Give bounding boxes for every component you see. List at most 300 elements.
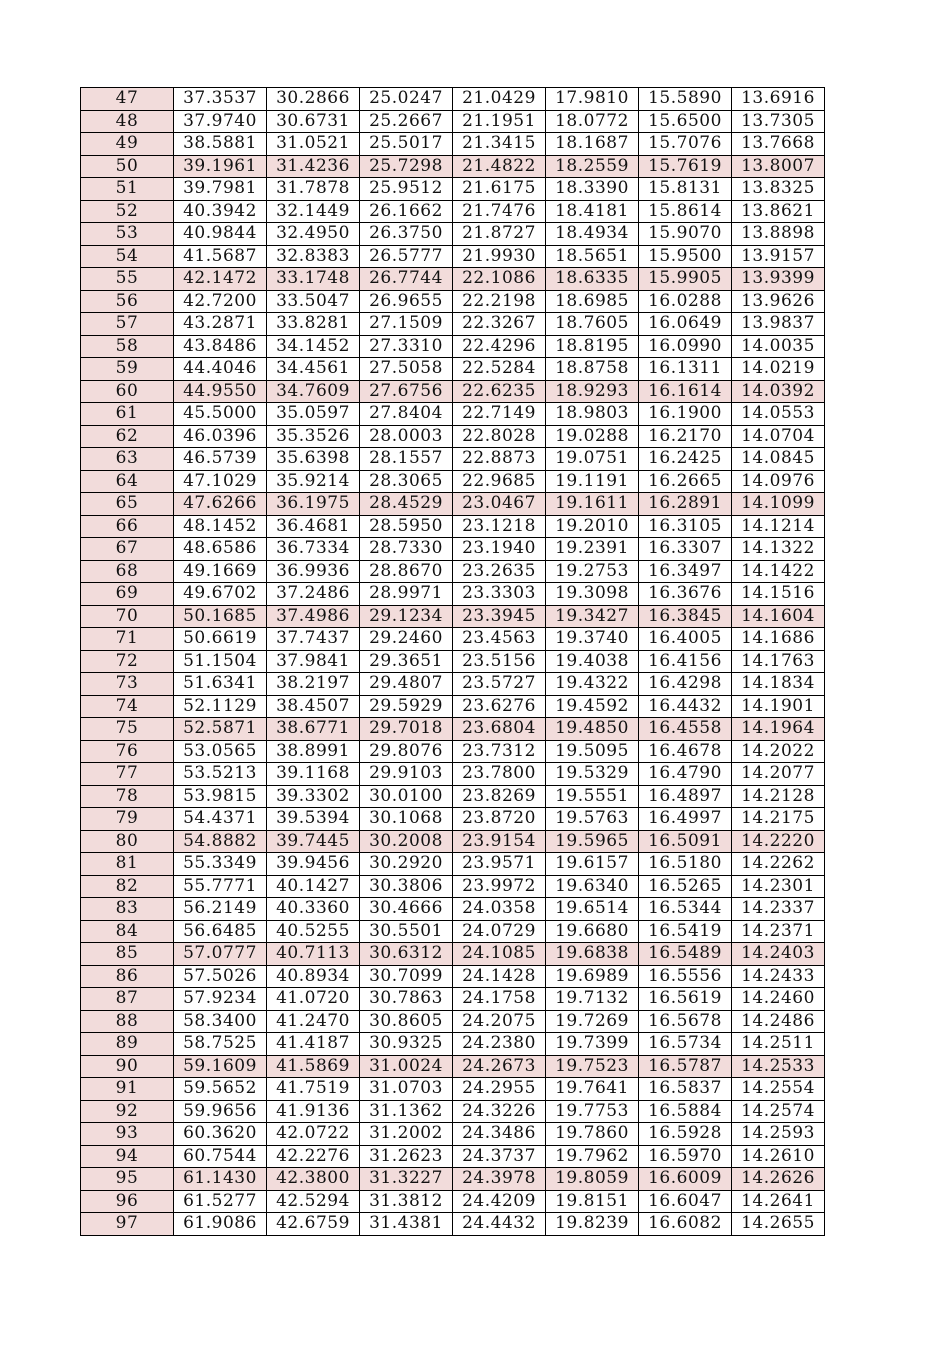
row-index-cell: 94 <box>81 1145 174 1168</box>
table-row <box>81 808 825 831</box>
value-cell: 41.4187 <box>267 1033 360 1056</box>
value-cell: 42.5294 <box>267 1190 360 1213</box>
data-table <box>80 87 825 1236</box>
table-row <box>81 358 825 381</box>
value-cell: 34.1452 <box>267 335 360 358</box>
value-cell: 19.1611 <box>546 493 639 516</box>
value-cell: 16.4678 <box>639 740 732 763</box>
row-index-cell: 85 <box>81 943 174 966</box>
value-cell: 50.6619 <box>174 628 267 651</box>
value-cell: 14.2593 <box>732 1123 825 1146</box>
value-cell: 55.3349 <box>174 853 267 876</box>
value-cell: 48.1452 <box>174 515 267 538</box>
value-cell: 19.4850 <box>546 718 639 741</box>
value-cell: 29.7018 <box>360 718 453 741</box>
value-cell: 22.2198 <box>453 290 546 313</box>
table-row <box>81 988 825 1011</box>
value-cell: 23.3945 <box>453 605 546 628</box>
value-cell: 16.4897 <box>639 785 732 808</box>
value-cell: 13.8325 <box>732 178 825 201</box>
value-cell: 59.5652 <box>174 1078 267 1101</box>
value-cell: 59.9656 <box>174 1100 267 1123</box>
value-cell: 14.2574 <box>732 1100 825 1123</box>
value-cell: 53.0565 <box>174 740 267 763</box>
value-cell: 15.9500 <box>639 245 732 268</box>
value-cell: 44.9550 <box>174 380 267 403</box>
value-cell: 61.9086 <box>174 1213 267 1236</box>
value-cell: 39.1168 <box>267 763 360 786</box>
value-cell: 18.8195 <box>546 335 639 358</box>
value-cell: 16.4005 <box>639 628 732 651</box>
value-cell: 19.2391 <box>546 538 639 561</box>
row-index-cell: 73 <box>81 673 174 696</box>
value-cell: 14.2533 <box>732 1055 825 1078</box>
value-cell: 28.1557 <box>360 448 453 471</box>
row-index-cell: 70 <box>81 605 174 628</box>
value-cell: 16.5619 <box>639 988 732 1011</box>
table-row <box>81 583 825 606</box>
row-index-cell: 97 <box>81 1213 174 1236</box>
value-cell: 15.9905 <box>639 268 732 291</box>
value-cell: 19.8151 <box>546 1190 639 1213</box>
value-cell: 18.8758 <box>546 358 639 381</box>
value-cell: 16.4558 <box>639 718 732 741</box>
value-cell: 14.0392 <box>732 380 825 403</box>
value-cell: 14.1901 <box>732 695 825 718</box>
value-cell: 33.8281 <box>267 313 360 336</box>
value-cell: 14.2641 <box>732 1190 825 1213</box>
value-cell: 16.5419 <box>639 920 732 943</box>
value-cell: 39.7445 <box>267 830 360 853</box>
row-index-cell: 79 <box>81 808 174 831</box>
value-cell: 39.1961 <box>174 155 267 178</box>
value-cell: 33.5047 <box>267 290 360 313</box>
value-cell: 29.8076 <box>360 740 453 763</box>
value-cell: 19.6514 <box>546 898 639 921</box>
value-cell: 19.4322 <box>546 673 639 696</box>
value-cell: 40.7113 <box>267 943 360 966</box>
value-cell: 28.4529 <box>360 493 453 516</box>
value-cell: 30.0100 <box>360 785 453 808</box>
value-cell: 14.2262 <box>732 853 825 876</box>
value-cell: 13.9399 <box>732 268 825 291</box>
value-cell: 23.9571 <box>453 853 546 876</box>
value-cell: 19.2010 <box>546 515 639 538</box>
value-cell: 14.1604 <box>732 605 825 628</box>
table-row <box>81 1213 825 1236</box>
row-index-cell: 77 <box>81 763 174 786</box>
value-cell: 42.1472 <box>174 268 267 291</box>
value-cell: 18.9803 <box>546 403 639 426</box>
value-cell: 41.5869 <box>267 1055 360 1078</box>
value-cell: 16.2891 <box>639 493 732 516</box>
value-cell: 32.1449 <box>267 200 360 223</box>
row-index-cell: 65 <box>81 493 174 516</box>
value-cell: 37.7437 <box>267 628 360 651</box>
value-cell: 28.5950 <box>360 515 453 538</box>
table-row <box>81 380 825 403</box>
value-cell: 21.0429 <box>453 88 546 111</box>
table-row <box>81 605 825 628</box>
table-row <box>81 133 825 156</box>
value-cell: 26.7744 <box>360 268 453 291</box>
value-cell: 24.2075 <box>453 1010 546 1033</box>
row-index-cell: 68 <box>81 560 174 583</box>
value-cell: 46.5739 <box>174 448 267 471</box>
value-cell: 16.5884 <box>639 1100 732 1123</box>
row-index-cell: 66 <box>81 515 174 538</box>
row-index-cell: 50 <box>81 155 174 178</box>
value-cell: 21.1951 <box>453 110 546 133</box>
value-cell: 25.7298 <box>360 155 453 178</box>
value-cell: 61.5277 <box>174 1190 267 1213</box>
value-cell: 16.4432 <box>639 695 732 718</box>
value-cell: 27.1509 <box>360 313 453 336</box>
value-cell: 29.3651 <box>360 650 453 673</box>
value-cell: 16.4790 <box>639 763 732 786</box>
value-cell: 13.8007 <box>732 155 825 178</box>
table-row <box>81 178 825 201</box>
row-index-cell: 71 <box>81 628 174 651</box>
value-cell: 16.5970 <box>639 1145 732 1168</box>
value-cell: 33.1748 <box>267 268 360 291</box>
value-cell: 47.6266 <box>174 493 267 516</box>
table-row <box>81 830 825 853</box>
value-cell: 28.9971 <box>360 583 453 606</box>
value-cell: 60.7544 <box>174 1145 267 1168</box>
value-cell: 13.8898 <box>732 223 825 246</box>
value-cell: 31.3812 <box>360 1190 453 1213</box>
value-cell: 16.4997 <box>639 808 732 831</box>
value-cell: 30.5501 <box>360 920 453 943</box>
value-cell: 18.9293 <box>546 380 639 403</box>
value-cell: 19.4038 <box>546 650 639 673</box>
table-row <box>81 785 825 808</box>
value-cell: 19.4592 <box>546 695 639 718</box>
value-cell: 54.4371 <box>174 808 267 831</box>
value-cell: 14.0976 <box>732 470 825 493</box>
value-cell: 16.2425 <box>639 448 732 471</box>
value-cell: 16.3845 <box>639 605 732 628</box>
row-index-cell: 62 <box>81 425 174 448</box>
table-row <box>81 1190 825 1213</box>
value-cell: 23.6276 <box>453 695 546 718</box>
value-cell: 14.2337 <box>732 898 825 921</box>
row-index-cell: 67 <box>81 538 174 561</box>
value-cell: 22.1086 <box>453 268 546 291</box>
row-index-cell: 72 <box>81 650 174 673</box>
value-cell: 18.6335 <box>546 268 639 291</box>
value-cell: 14.1964 <box>732 718 825 741</box>
value-cell: 24.2673 <box>453 1055 546 1078</box>
value-cell: 30.7099 <box>360 965 453 988</box>
value-cell: 19.5551 <box>546 785 639 808</box>
row-index-cell: 49 <box>81 133 174 156</box>
value-cell: 14.2486 <box>732 1010 825 1033</box>
row-index-cell: 96 <box>81 1190 174 1213</box>
value-cell: 30.8605 <box>360 1010 453 1033</box>
value-cell: 19.7641 <box>546 1078 639 1101</box>
value-cell: 19.5095 <box>546 740 639 763</box>
value-cell: 19.7962 <box>546 1145 639 1168</box>
row-index-cell: 51 <box>81 178 174 201</box>
row-index-cell: 83 <box>81 898 174 921</box>
table-row <box>81 1145 825 1168</box>
value-cell: 16.5489 <box>639 943 732 966</box>
value-cell: 16.5091 <box>639 830 732 853</box>
value-cell: 14.2554 <box>732 1078 825 1101</box>
row-index-cell: 56 <box>81 290 174 313</box>
value-cell: 39.9456 <box>267 853 360 876</box>
table-row <box>81 853 825 876</box>
value-cell: 44.4046 <box>174 358 267 381</box>
value-cell: 23.9972 <box>453 875 546 898</box>
table-row <box>81 268 825 291</box>
value-cell: 14.2220 <box>732 830 825 853</box>
value-cell: 21.7476 <box>453 200 546 223</box>
value-cell: 21.8727 <box>453 223 546 246</box>
table-row <box>81 470 825 493</box>
value-cell: 13.8621 <box>732 200 825 223</box>
value-cell: 25.5017 <box>360 133 453 156</box>
value-cell: 22.8873 <box>453 448 546 471</box>
row-index-cell: 88 <box>81 1010 174 1033</box>
value-cell: 19.3098 <box>546 583 639 606</box>
value-cell: 18.1687 <box>546 133 639 156</box>
value-cell: 16.5265 <box>639 875 732 898</box>
value-cell: 53.9815 <box>174 785 267 808</box>
value-cell: 16.6047 <box>639 1190 732 1213</box>
value-cell: 31.0521 <box>267 133 360 156</box>
value-cell: 30.2008 <box>360 830 453 853</box>
value-cell: 14.1099 <box>732 493 825 516</box>
value-cell: 16.5928 <box>639 1123 732 1146</box>
value-cell: 41.9136 <box>267 1100 360 1123</box>
table-row <box>81 695 825 718</box>
value-cell: 58.7525 <box>174 1033 267 1056</box>
table-row <box>81 313 825 336</box>
table-row <box>81 538 825 561</box>
value-cell: 51.6341 <box>174 673 267 696</box>
value-cell: 14.1214 <box>732 515 825 538</box>
value-cell: 39.5394 <box>267 808 360 831</box>
value-cell: 58.3400 <box>174 1010 267 1033</box>
value-cell: 24.0729 <box>453 920 546 943</box>
value-cell: 18.2559 <box>546 155 639 178</box>
row-index-cell: 95 <box>81 1168 174 1191</box>
value-cell: 28.0003 <box>360 425 453 448</box>
value-cell: 24.2955 <box>453 1078 546 1101</box>
table-body <box>81 88 825 1236</box>
value-cell: 30.2866 <box>267 88 360 111</box>
row-index-cell: 89 <box>81 1033 174 1056</box>
value-cell: 19.6680 <box>546 920 639 943</box>
value-cell: 16.4156 <box>639 650 732 673</box>
value-cell: 21.9930 <box>453 245 546 268</box>
row-index-cell: 78 <box>81 785 174 808</box>
row-index-cell: 57 <box>81 313 174 336</box>
value-cell: 13.7668 <box>732 133 825 156</box>
value-cell: 18.7605 <box>546 313 639 336</box>
value-cell: 19.7399 <box>546 1033 639 1056</box>
value-cell: 36.7334 <box>267 538 360 561</box>
value-cell: 31.1362 <box>360 1100 453 1123</box>
value-cell: 48.6586 <box>174 538 267 561</box>
table-row <box>81 965 825 988</box>
row-index-cell: 60 <box>81 380 174 403</box>
value-cell: 16.2665 <box>639 470 732 493</box>
value-cell: 14.2128 <box>732 785 825 808</box>
value-cell: 23.1940 <box>453 538 546 561</box>
value-cell: 41.7519 <box>267 1078 360 1101</box>
value-cell: 24.3486 <box>453 1123 546 1146</box>
table-row <box>81 650 825 673</box>
value-cell: 16.5180 <box>639 853 732 876</box>
value-cell: 19.7132 <box>546 988 639 1011</box>
value-cell: 56.6485 <box>174 920 267 943</box>
value-cell: 42.6759 <box>267 1213 360 1236</box>
value-cell: 29.4807 <box>360 673 453 696</box>
value-cell: 14.2022 <box>732 740 825 763</box>
value-cell: 27.8404 <box>360 403 453 426</box>
value-cell: 59.1609 <box>174 1055 267 1078</box>
table-row <box>81 290 825 313</box>
value-cell: 19.8239 <box>546 1213 639 1236</box>
value-cell: 52.1129 <box>174 695 267 718</box>
value-cell: 32.8383 <box>267 245 360 268</box>
value-cell: 24.3226 <box>453 1100 546 1123</box>
value-cell: 16.6009 <box>639 1168 732 1191</box>
value-cell: 16.5344 <box>639 898 732 921</box>
value-cell: 38.2197 <box>267 673 360 696</box>
table-row <box>81 88 825 111</box>
value-cell: 15.6500 <box>639 110 732 133</box>
value-cell: 13.9837 <box>732 313 825 336</box>
value-cell: 14.0845 <box>732 448 825 471</box>
value-cell: 54.8882 <box>174 830 267 853</box>
row-index-cell: 93 <box>81 1123 174 1146</box>
value-cell: 26.9655 <box>360 290 453 313</box>
value-cell: 14.1422 <box>732 560 825 583</box>
value-cell: 23.4563 <box>453 628 546 651</box>
value-cell: 31.3227 <box>360 1168 453 1191</box>
value-cell: 40.1427 <box>267 875 360 898</box>
value-cell: 23.7312 <box>453 740 546 763</box>
value-cell: 41.2470 <box>267 1010 360 1033</box>
table-row <box>81 1100 825 1123</box>
value-cell: 57.0777 <box>174 943 267 966</box>
row-index-cell: 63 <box>81 448 174 471</box>
value-cell: 24.4209 <box>453 1190 546 1213</box>
value-cell: 16.5837 <box>639 1078 732 1101</box>
table-row <box>81 673 825 696</box>
value-cell: 37.4986 <box>267 605 360 628</box>
value-cell: 19.0288 <box>546 425 639 448</box>
value-cell: 40.8934 <box>267 965 360 988</box>
value-cell: 31.4381 <box>360 1213 453 1236</box>
row-index-cell: 47 <box>81 88 174 111</box>
value-cell: 34.4561 <box>267 358 360 381</box>
value-cell: 15.8614 <box>639 200 732 223</box>
row-index-cell: 87 <box>81 988 174 1011</box>
row-index-cell: 90 <box>81 1055 174 1078</box>
table-row <box>81 155 825 178</box>
value-cell: 60.3620 <box>174 1123 267 1146</box>
value-cell: 14.1763 <box>732 650 825 673</box>
value-cell: 26.1662 <box>360 200 453 223</box>
value-cell: 28.7330 <box>360 538 453 561</box>
value-cell: 13.6916 <box>732 88 825 111</box>
value-cell: 14.0553 <box>732 403 825 426</box>
value-cell: 35.9214 <box>267 470 360 493</box>
value-cell: 19.6989 <box>546 965 639 988</box>
value-cell: 18.0772 <box>546 110 639 133</box>
value-cell: 30.1068 <box>360 808 453 831</box>
value-cell: 19.1191 <box>546 470 639 493</box>
value-cell: 18.3390 <box>546 178 639 201</box>
value-cell: 22.7149 <box>453 403 546 426</box>
value-cell: 36.1975 <box>267 493 360 516</box>
row-index-cell: 75 <box>81 718 174 741</box>
table-row <box>81 1078 825 1101</box>
value-cell: 18.5651 <box>546 245 639 268</box>
value-cell: 19.6157 <box>546 853 639 876</box>
value-cell: 22.5284 <box>453 358 546 381</box>
table-row <box>81 1055 825 1078</box>
value-cell: 15.7076 <box>639 133 732 156</box>
row-index-cell: 58 <box>81 335 174 358</box>
value-cell: 30.2920 <box>360 853 453 876</box>
value-cell: 27.6756 <box>360 380 453 403</box>
value-cell: 16.0990 <box>639 335 732 358</box>
value-cell: 15.9070 <box>639 223 732 246</box>
value-cell: 16.5734 <box>639 1033 732 1056</box>
value-cell: 26.3750 <box>360 223 453 246</box>
value-cell: 27.5058 <box>360 358 453 381</box>
value-cell: 14.2610 <box>732 1145 825 1168</box>
value-cell: 31.4236 <box>267 155 360 178</box>
value-cell: 14.0704 <box>732 425 825 448</box>
value-cell: 30.6312 <box>360 943 453 966</box>
value-cell: 14.2655 <box>732 1213 825 1236</box>
value-cell: 30.9325 <box>360 1033 453 1056</box>
value-cell: 19.3427 <box>546 605 639 628</box>
value-cell: 14.2433 <box>732 965 825 988</box>
table-row <box>81 200 825 223</box>
table-row <box>81 763 825 786</box>
value-cell: 27.3310 <box>360 335 453 358</box>
value-cell: 19.3740 <box>546 628 639 651</box>
value-cell: 36.4681 <box>267 515 360 538</box>
value-cell: 13.9626 <box>732 290 825 313</box>
table-row <box>81 223 825 246</box>
value-cell: 31.0024 <box>360 1055 453 1078</box>
value-cell: 24.1085 <box>453 943 546 966</box>
value-cell: 35.0597 <box>267 403 360 426</box>
table-row <box>81 718 825 741</box>
value-cell: 19.7753 <box>546 1100 639 1123</box>
value-cell: 40.5255 <box>267 920 360 943</box>
value-cell: 38.4507 <box>267 695 360 718</box>
value-cell: 42.2276 <box>267 1145 360 1168</box>
value-cell: 19.6340 <box>546 875 639 898</box>
value-cell: 40.3360 <box>267 898 360 921</box>
row-index-cell: 53 <box>81 223 174 246</box>
value-cell: 22.3267 <box>453 313 546 336</box>
table-row <box>81 515 825 538</box>
table-row <box>81 448 825 471</box>
value-cell: 16.3676 <box>639 583 732 606</box>
